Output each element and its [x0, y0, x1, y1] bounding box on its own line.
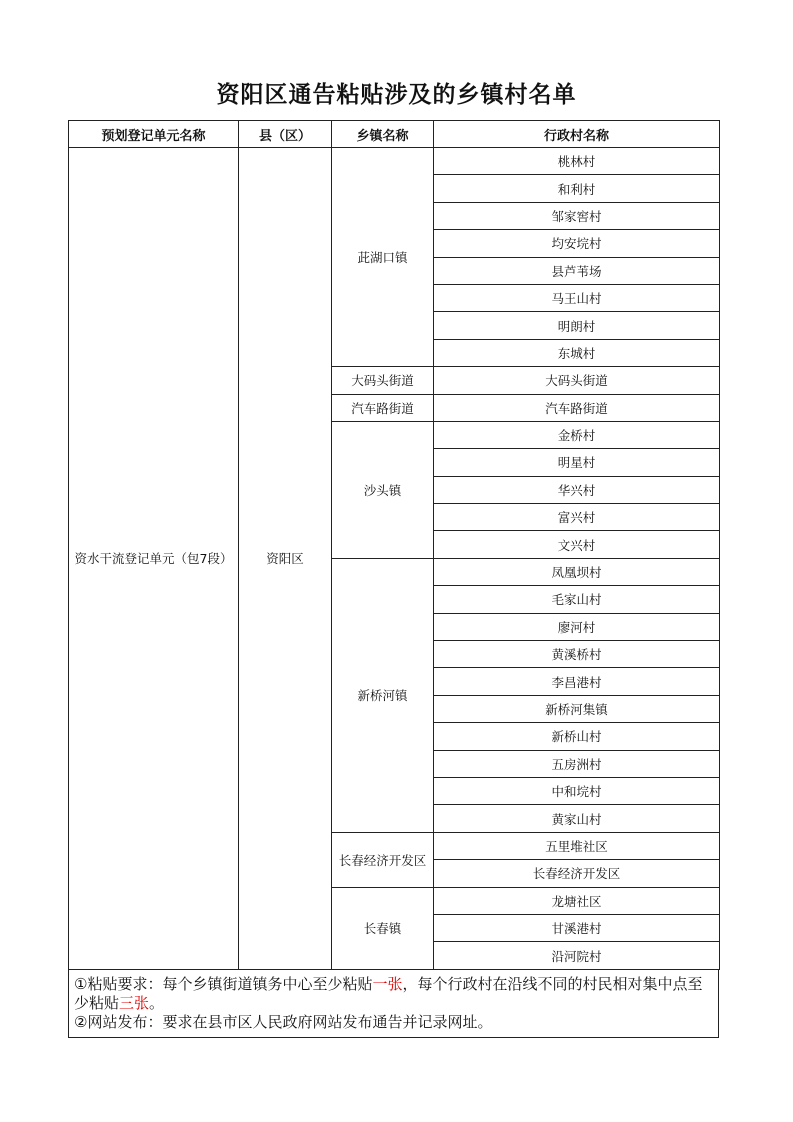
unit-name-cell: 资水干流登记单元（包7段）	[69, 148, 239, 970]
note-website-publish: ②网站发布：要求在县市区人民政府网站发布通告并记录网址。	[74, 1013, 493, 1031]
town-name-cell: 长春经济开发区	[332, 832, 434, 887]
note-posting-requirement	[74, 975, 712, 1013]
village-name-cell: 富兴村	[434, 504, 720, 531]
note-text: ①粘贴要求：每个乡镇街道镇务中心至少粘贴	[74, 975, 373, 993]
village-name-cell: 五房洲村	[434, 750, 720, 777]
village-name-cell: 均安垸村	[434, 230, 720, 257]
village-name-cell: 桃林村	[434, 148, 720, 175]
town-name-cell: 汽车路街道	[332, 394, 434, 421]
town-name-cell: 沙头镇	[332, 421, 434, 558]
header-county: 县（区）	[239, 121, 332, 148]
village-name-cell: 金桥村	[434, 421, 720, 448]
village-name-cell: 凤凰坝村	[434, 558, 720, 585]
village-name-cell: 和利村	[434, 175, 720, 202]
village-name-cell: 廖河村	[434, 613, 720, 640]
village-name-cell: 明朗村	[434, 312, 720, 339]
village-name-cell: 新桥河集镇	[434, 695, 720, 722]
page-title: 资阳区通告粘贴涉及的乡镇村名单	[216, 82, 577, 108]
village-name-cell: 黄家山村	[434, 805, 720, 832]
village-name-cell: 黄溪桥村	[434, 641, 720, 668]
village-name-cell: 沿河院村	[434, 942, 720, 969]
village-name-cell: 文兴村	[434, 531, 720, 558]
village-name-cell: 马王山村	[434, 284, 720, 311]
village-name-cell: 五里堆社区	[434, 832, 720, 859]
town-name-cell: 长春镇	[332, 887, 434, 969]
village-table	[68, 120, 720, 970]
village-name-cell: 华兴村	[434, 476, 720, 503]
village-name-cell: 大码头街道	[434, 367, 720, 394]
village-name-cell: 毛家山村	[434, 586, 720, 613]
town-name-cell: 大码头街道	[332, 367, 434, 394]
village-name-cell: 中和垸村	[434, 777, 720, 804]
village-name-cell: 明星村	[434, 449, 720, 476]
village-name-cell: 东城村	[434, 339, 720, 366]
village-name-cell: 新桥山村	[434, 723, 720, 750]
table-body	[69, 148, 720, 970]
county-name-cell: 资阳区	[239, 148, 332, 970]
note-highlight-three: 三张	[119, 994, 150, 1012]
village-name-cell: 长春经济开发区	[434, 860, 720, 887]
village-name-cell: 县芦苇场	[434, 257, 720, 284]
village-name-cell: 汽车路街道	[434, 394, 720, 421]
town-name-cell: 茈湖口镇	[332, 148, 434, 367]
village-name-cell: 龙塘社区	[434, 887, 720, 914]
village-name-cell: 甘溪港村	[434, 914, 720, 941]
header-town: 乡镇名称	[332, 121, 434, 148]
village-name-cell: 李昌港村	[434, 668, 720, 695]
header-village: 行政村名称	[434, 121, 720, 148]
table-header-row	[69, 121, 720, 148]
village-name-cell: 邹家窖村	[434, 202, 720, 229]
header-unit: 预划登记单元名称	[69, 121, 239, 148]
note-text: ，每个行政村在沿线不同的村民相对集中点至少粘贴	[74, 975, 703, 1012]
notes-box	[68, 970, 719, 1038]
table-row	[69, 148, 720, 175]
town-name-cell: 新桥河镇	[332, 558, 434, 832]
note-highlight-one: 一张	[372, 975, 403, 993]
note-text: 。	[149, 994, 165, 1012]
